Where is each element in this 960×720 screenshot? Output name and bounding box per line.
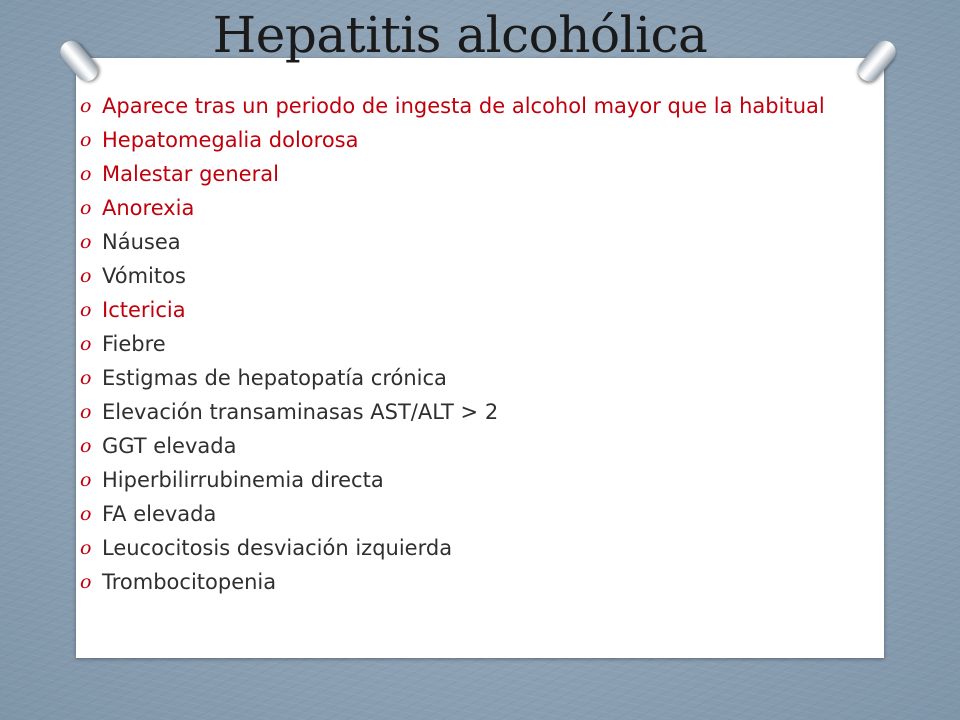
bullet-marker-icon: o bbox=[80, 503, 92, 525]
bullet-marker-icon: o bbox=[80, 333, 92, 355]
bullet-marker-icon: o bbox=[80, 231, 92, 253]
list-item-text: Elevación transaminasas AST/ALT > 2 bbox=[102, 400, 499, 424]
list-item bbox=[80, 400, 830, 425]
list-item bbox=[80, 502, 830, 527]
list-item bbox=[80, 468, 830, 493]
list-item bbox=[80, 570, 830, 595]
bullet-marker-icon: o bbox=[80, 163, 92, 185]
bullet-marker-icon: o bbox=[80, 129, 92, 151]
list-item-text: Fiebre bbox=[102, 332, 166, 356]
bullet-marker-icon: o bbox=[80, 367, 92, 389]
slide-title: Hepatitis alcohólica bbox=[212, 6, 708, 64]
list-item bbox=[80, 434, 830, 459]
list-item-text: GGT elevada bbox=[102, 434, 237, 458]
list-item-text: Trombocitopenia bbox=[102, 570, 277, 594]
bullet-marker-icon: o bbox=[80, 95, 92, 117]
bullet-marker-icon: o bbox=[80, 469, 92, 491]
list-item bbox=[80, 230, 830, 255]
list-item bbox=[80, 196, 830, 221]
bullet-marker-icon: o bbox=[80, 537, 92, 559]
list-item bbox=[80, 366, 830, 391]
list-item-text: Estigmas de hepatopatía crónica bbox=[102, 366, 447, 390]
list-item-text: Anorexia bbox=[102, 196, 195, 220]
list-item bbox=[80, 264, 830, 289]
list-item-text: Malestar general bbox=[102, 162, 279, 186]
bullet-marker-icon: o bbox=[80, 571, 92, 593]
list-item-text: Náusea bbox=[102, 230, 181, 254]
list-item bbox=[80, 162, 830, 187]
list-item-text: Ictericia bbox=[102, 298, 186, 322]
bullet-marker-icon: o bbox=[80, 197, 92, 219]
list-item bbox=[80, 94, 830, 119]
list-item bbox=[80, 536, 830, 561]
bullet-marker-icon: o bbox=[80, 401, 92, 423]
list-item-text: Vómitos bbox=[102, 264, 186, 288]
list-item bbox=[80, 128, 830, 153]
list-item-text: Aparece tras un periodo de ingesta de alcohol mayor que la habitual bbox=[102, 94, 825, 118]
bullet-marker-icon: o bbox=[80, 435, 92, 457]
list-item bbox=[80, 298, 830, 323]
list-item bbox=[80, 332, 830, 357]
list-item-text: Hiperbilirrubinemia directa bbox=[102, 468, 384, 492]
bullet-marker-icon: o bbox=[80, 265, 92, 287]
bullet-list bbox=[80, 94, 830, 604]
bullet-marker-icon: o bbox=[80, 299, 92, 321]
list-item-text: Hepatomegalia dolorosa bbox=[102, 128, 359, 152]
list-item-text: FA elevada bbox=[102, 502, 217, 526]
list-item-text: Leucocitosis desviación izquierda bbox=[102, 536, 453, 560]
